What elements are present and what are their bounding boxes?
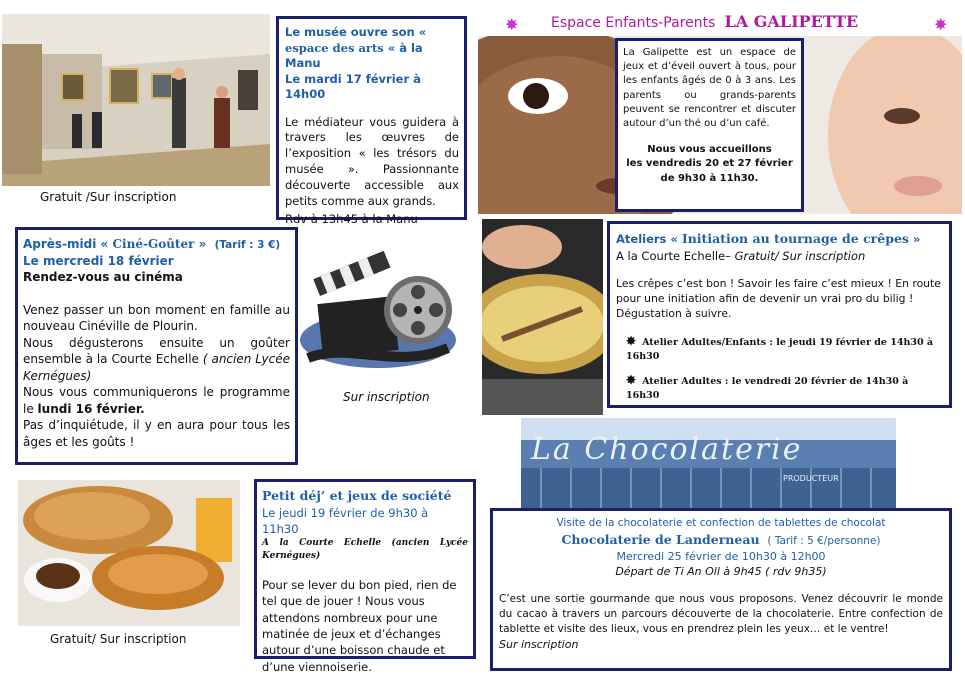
choco-tarif: ( Tarif : 5 €/personne) [767, 534, 881, 547]
cine-rdv: Rendez-vous au cinéma [23, 270, 183, 285]
chocolaterie-building-photo [521, 418, 896, 514]
choco-title1: Visite de la chocolaterie et confection de tablettes de chocolat [556, 517, 886, 529]
musee-caption: Gratuit /Sur inscription [40, 190, 177, 204]
crepes-place-it: Gratuit/ Sur inscription [734, 248, 866, 263]
crepes-title-post: » [912, 232, 921, 246]
cine-box [15, 227, 298, 465]
galipette-accueil-1: Nous vous accueillons [647, 144, 772, 156]
chocolaterie-sign: La Chocolaterie [531, 432, 803, 467]
choco-box [490, 508, 952, 671]
petitdej-caption: Gratuit/ Sur inscription [50, 632, 187, 646]
musee-date: Le mardi 17 février à 14h00 [285, 71, 421, 102]
musee-title-post: « à la Manu [285, 40, 423, 71]
galipette-heading-name: LA GALIPETTE [724, 12, 859, 31]
musee-title-pre: Le musée ouvre son « [285, 25, 427, 39]
galipette-accueil-2: les vendredis 20 et 27 février [626, 158, 793, 170]
choco-body: C’est une sortie gourmande que nous vous proposons. Venez découvrir le monde du cacao à travers un parcours découverte de la chocolaterie. Entre confection de tablette et visite des lieux, vous en prendrez plein les yeux… et le ventre! [499, 593, 943, 635]
chocolaterie-sign-small: PRODUCTEUR [783, 474, 839, 483]
cine-p3b: lundi 16 février. [37, 401, 145, 416]
sparkle-icon: ✸ [505, 15, 519, 34]
cine-p3a: Nous vous communiquerons le programme le [23, 385, 290, 416]
crepes-title-em: Initiation au tournage de crêpes [681, 231, 909, 246]
sparkle-icon: ✸ [934, 15, 948, 34]
breakfast-photo [18, 480, 240, 626]
petitdej-title: Petit déj’ et jeux de société [262, 488, 452, 503]
galipette-heading [551, 12, 858, 31]
choco-title2: Chocolaterie de Landerneau [561, 531, 760, 547]
star-bullet-icon: ✸ [626, 373, 637, 388]
cine-p2b: ( ancien Lycée Kernégues) [23, 352, 290, 383]
cine-date: Le mercredi 18 février [23, 253, 174, 268]
cine-p4: Pas d’inquiétude, il y en aura pour tous les âges et les goûts ! [23, 418, 290, 450]
musee-rdv: Rdv à 13h45 à la Manu [285, 211, 418, 226]
galipette-accueil-3: de 9h30 à 11h30. [660, 172, 759, 184]
crepes-box [607, 221, 952, 408]
cine-title-em: Ciné-Goûter [112, 237, 195, 251]
film-clapper-illustration [298, 230, 458, 390]
choco-depart: Départ de Ti An Oll à 9h45 ( rdv 9h35) [615, 565, 827, 579]
cine-caption: Sur inscription [343, 390, 430, 404]
musee-body: Le médiateur vous guidera à travers les œuvres de l’exposition « les trésors du musée ». Passionnante découverte accessible aux petits comme aux grands. [285, 114, 459, 208]
crepes-atelier2: Atelier Adultes : le vendredi 20 février de 14h30 à 16h30 [626, 376, 909, 401]
galipette-box [615, 38, 804, 212]
crepes-atelier1: Atelier Adultes/Enfants : le jeudi 19 février de 14h30 à 16h30 [626, 336, 934, 362]
galipette-body: La Galipette est un espace de jeux et d’éveil ouvert à tous, pour les enfants âgés de 0 à 3 ans. Les parents ou grands-parents peuvent se rencontrer et discuter autour d’un thé ou d’un café. [623, 47, 796, 129]
star-bullet-icon: ✸ [626, 333, 637, 348]
cine-p2a: Nous dégusterons ensuite un goûter ensemble à la Courte Echelle [23, 335, 290, 367]
museum-photo [2, 14, 270, 186]
choco-inscription: Sur inscription [499, 637, 579, 651]
cine-tarif: (Tarif : 3 €) [214, 239, 281, 251]
crepe-photo [482, 219, 603, 415]
crepes-place: A la Courte Echelle– [616, 248, 731, 263]
petitdej-box [254, 479, 476, 674]
cine-title-pre: Après-midi « [23, 237, 109, 251]
musee-box [276, 16, 467, 226]
petitdej-place: A la Courte Echelle (ancien Lycée Kernégues) [262, 538, 468, 562]
cine-p1: Venez passer un bon moment en famille au nouveau Cinéville de Plourin. [23, 302, 290, 334]
crepes-body: Les crêpes c’est bon ! Savoir les faire c’est mieux ! En route pour une initiation afin de devenir un vrai pro du bilig ! Dégustation à suivre. [616, 276, 941, 320]
petitdej-body: Pour se lever du bon pied, rien de tel que de jouer ! Nous vous attendons nombreux pour une matinée de jeux et d’échanges autour d’une boisson chaude et d’une viennoiserie. [262, 577, 457, 674]
crepes-title-pre: Ateliers « [616, 232, 678, 246]
petitdej-date: Le jeudi 19 février de 9h30 à 11h30 [262, 505, 429, 537]
choco-date: Mercredi 25 février de 10h30 à 12h00 [616, 549, 826, 563]
galipette-heading-pre: Espace Enfants-Parents [551, 15, 716, 31]
cine-title-post: » [198, 237, 207, 251]
musee-title-em: espace des arts [285, 40, 384, 55]
